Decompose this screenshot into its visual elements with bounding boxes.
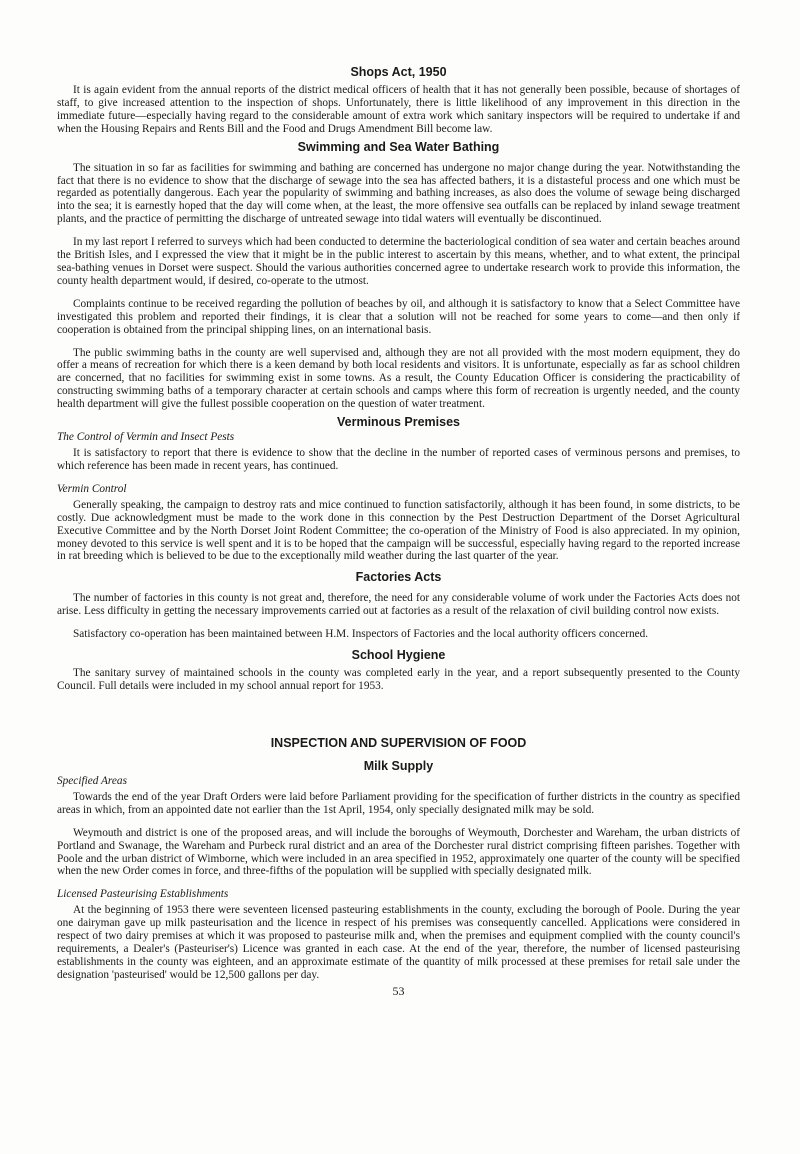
- paragraph: Towards the end of the year Draft Orders were laid before Parliament providing for the specification of further districts in the country as specified areas in which, from an appointed date not earlier than the 1st April, 1954, only specially designated milk may be sold.: [57, 790, 740, 816]
- paragraph: The situation in so far as facilities for swimming and bathing are concerned has undergone no major change during the year. Notwithstanding the fact that there is no evidence to show that the discharge of sewage into the sea has affected bathers, it is a distasteful process and one which must be regarded as potentially dangerous. Each year the popularity of swimming and bathing increases, as also does the volume of sewage being discharged into the sea; it is earnestly hoped that the day will come when, at the least, the more offensive sea outfalls can be replaced by inland sewage treatment plants, and the practice of permitting the discharge of untreated sewage into tidal waters will eventually be discontinued.: [57, 161, 740, 226]
- paragraph: Weymouth and district is one of the proposed areas, and will include the boroughs of Weymouth, Dorchester and Wareham, the urban districts of Portland and Swanage, the Wareham and Purbeck rural district and an area of the Dorchester rural district comprising fifteen parishes. Together with Poole and the urban district of Wimborne, which were included in an area specified in 1952, approximately one quarter of the county will be specified when the new Order comes in force, and three-fifths of the population will be supplied with specially designated milk.: [57, 826, 740, 878]
- heading-milk-supply: Milk Supply: [363, 758, 434, 773]
- paragraph: Generally speaking, the campaign to destroy rats and mice continued to function satisfactorily, although it has been found, in some districts, to be costly. Due acknowledgment must be made to the work done in this connection by the Pest Destruction Department of the Dorset Agricultural Executive Committee and by the North Dorset Joint Rodent Committee; the co-operation of the Ministry of Food is also appreciated. In my opinion, money devoted to this service is well spent and it is to be hoped that the campaign will be successful, especially having regard to the reported increase in rat breeding which is believed to be due to the exceptionally mild weather during the last quarter of the year.: [57, 498, 740, 563]
- paragraph: The public swimming baths in the county are well supervised and, although they are not all provided with the most modern equipment, they do offer a means of recreation for which there is a keen demand by both local residents and visitors. It is unfortunate, especially as far as school children are concerned, that no facilities for swimming exist in some towns. As a result, the County Education Officer is considering the practicability of constructing swimming baths of a temporary character at certain schools and camps where this form of recreation is urgently needed, and the county health department will give the fullest possible cooperation on the question of water treatment.: [57, 346, 740, 411]
- heading-swimming: Swimming and Sea Water Bathing: [297, 139, 500, 154]
- subheading-licensed-pasteurising: Licensed Pasteurising Establishments: [57, 888, 229, 901]
- paragraph: In my last report I referred to surveys which had been conducted to determine the bacteriological condition of sea water and certain beaches around the British Isles, and I expressed the view that it might be in the public interest to ascertain by this means, whether, and to what extent, the principal sea-bathing venues in Dorset were suspect. Should the various authorities concerned agree to undertake research work to provide this information, the county health department would, if desired, co-operate to the utmost.: [57, 236, 740, 287]
- paragraph: It is satisfactory to report that there is evidence to show that the decline in the number of reported cases of verminous persons and premises, to which reference has been made in recent years, has continued.: [57, 447, 740, 472]
- subheading-specified-areas: Specified Areas: [57, 774, 127, 787]
- heading-food-inspection: INSPECTION AND SUPERVISION OF FOOD: [270, 735, 527, 750]
- heading-shops-act: Shops Act, 1950: [350, 65, 447, 79]
- heading-school-hygiene: School Hygiene: [351, 648, 446, 663]
- subheading-vermin-control: Vermin Control: [57, 482, 127, 495]
- paragraph: The number of factories in this county is not great and, therefore, the need for any considerable volume of work under the Factories Acts does not arise. Less difficulty in getting the necessary improvements carried out at factories as a result of the relaxation of civil building control now exists.: [57, 592, 740, 618]
- paragraph: It is again evident from the annual reports of the district medical officers of health that it has not generally been possible, because of shortages of staff, to give increased attention to the inspection of shops. Unfortunately, there is little likelihood of any improvement in this direction in the immediate future—especially having regard to the considerable amount of extra work which sanitary inspectors will be required to undertake if and when the Housing Repairs and Rents Bill and the Food and Drugs Amendment Bill become law.: [57, 84, 740, 135]
- paragraph: Complaints continue to be received regarding the pollution of beaches by oil, and although it is satisfactory to know that a Select Committee have investigated this problem and reported their findings, it is clear that a solution will not be reached for some years to come—and then only if cooperation is obtained from the principal shipping lines, on an international basis.: [57, 297, 740, 336]
- paragraph: Satisfactory co-operation has been maintained between H.M. Inspectors of Factories and the local authority officers concerned.: [73, 628, 649, 641]
- heading-factories: Factories Acts: [355, 570, 442, 585]
- page-number: 53: [392, 983, 405, 998]
- heading-verminous: Verminous Premises: [337, 415, 460, 430]
- paragraph: The sanitary survey of maintained schools in the county was completed early in the year, and a report subsequently presented to the County Council. Full details were included in my school annual report for 1953.: [57, 667, 740, 692]
- paragraph: At the beginning of 1953 there were seventeen licensed pasteuring establishments in the county, excluding the borough of Poole. During the year one dairyman gave up milk pasteurisation and the licence in respect of his premises was consequently cancelled. Applications were considered in respect of two dairy premises at which it was proposed to pasteurise milk and, when the premises and equipment complied with the county council's requirements, a Dealer's (Pasteuriser's) Licence was granted in each case. At the end of the year, therefore, the number of licensed pasteurising establishments in the county was eighteen, and an approximate estimate of the quantity of milk processed at these premises for retail sale under the designation 'pasteurised' would be 12,500 gallons per day.: [57, 904, 740, 981]
- subheading-vermin-insect: The Control of Vermin and Insect Pests: [57, 431, 235, 444]
